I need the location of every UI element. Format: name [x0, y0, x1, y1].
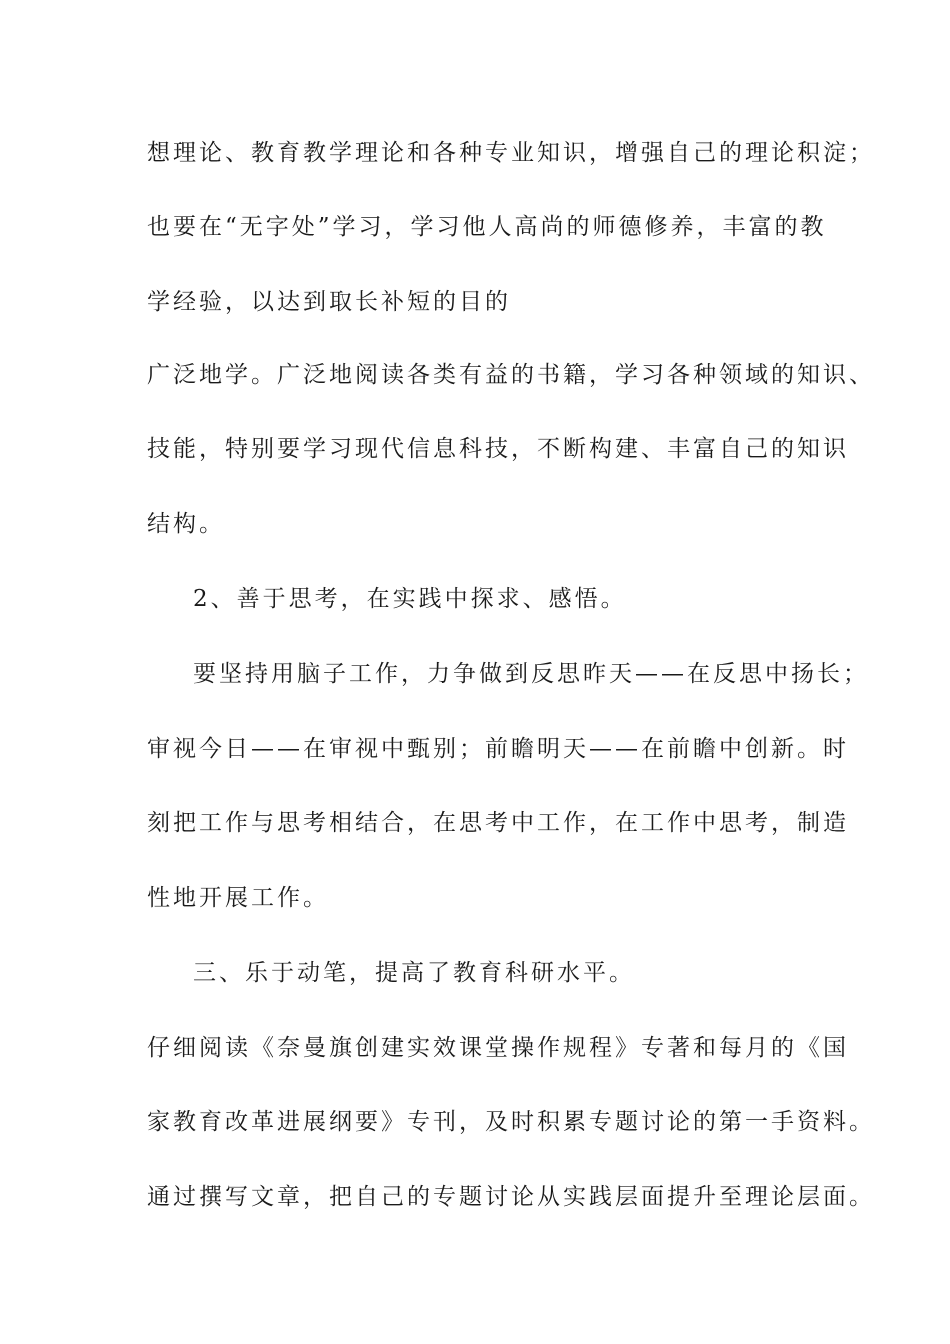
text-line-3: 学经验，以达到取长补短的目的: [147, 289, 511, 315]
text-line-5: 技能，特别要学习现代信息科技，不断构建、丰富自己的知识: [147, 436, 849, 462]
text-line-4: 广泛地学。广泛地阅读各类有益的书籍，学习各种领域的知识、: [147, 362, 875, 388]
text-line-2: 也要在“无字处”学习，学习他人高尚的师德修养，丰富的教: [147, 214, 827, 240]
text-line-13: 仔细阅读《奈曼旗创建实效课堂操作规程》专著和每月的《国: [147, 1035, 849, 1061]
text-line-6: 结构。: [147, 511, 225, 537]
text-line-9: 审视今日——在审视中甄别；前瞻明天——在前瞻中创新。时: [147, 736, 849, 762]
text-line-14: 家教育改革进展纲要》专刊，及时积累专题讨论的第一手资料。: [147, 1109, 875, 1135]
section-heading-2: 2、善于思考，在实践中探求、感悟。: [193, 586, 627, 612]
section-heading-3: 三、乐于动笔，提高了教育科研水平。: [193, 960, 635, 986]
text-line-10: 刻把工作与思考相结合，在思考中工作，在工作中思考，制造: [147, 810, 849, 836]
text-line-11: 性地开展工作。: [147, 885, 329, 911]
text-line-15: 通过撰写文章，把自己的专题讨论从实践层面提升至理论层面。: [147, 1184, 875, 1210]
text-line-1: 想理论、教育教学理论和各种专业知识，增强自己的理论积淀；: [147, 140, 875, 166]
text-line-8: 要坚持用脑子工作，力争做到反思昨天——在反思中扬长；: [193, 661, 869, 687]
